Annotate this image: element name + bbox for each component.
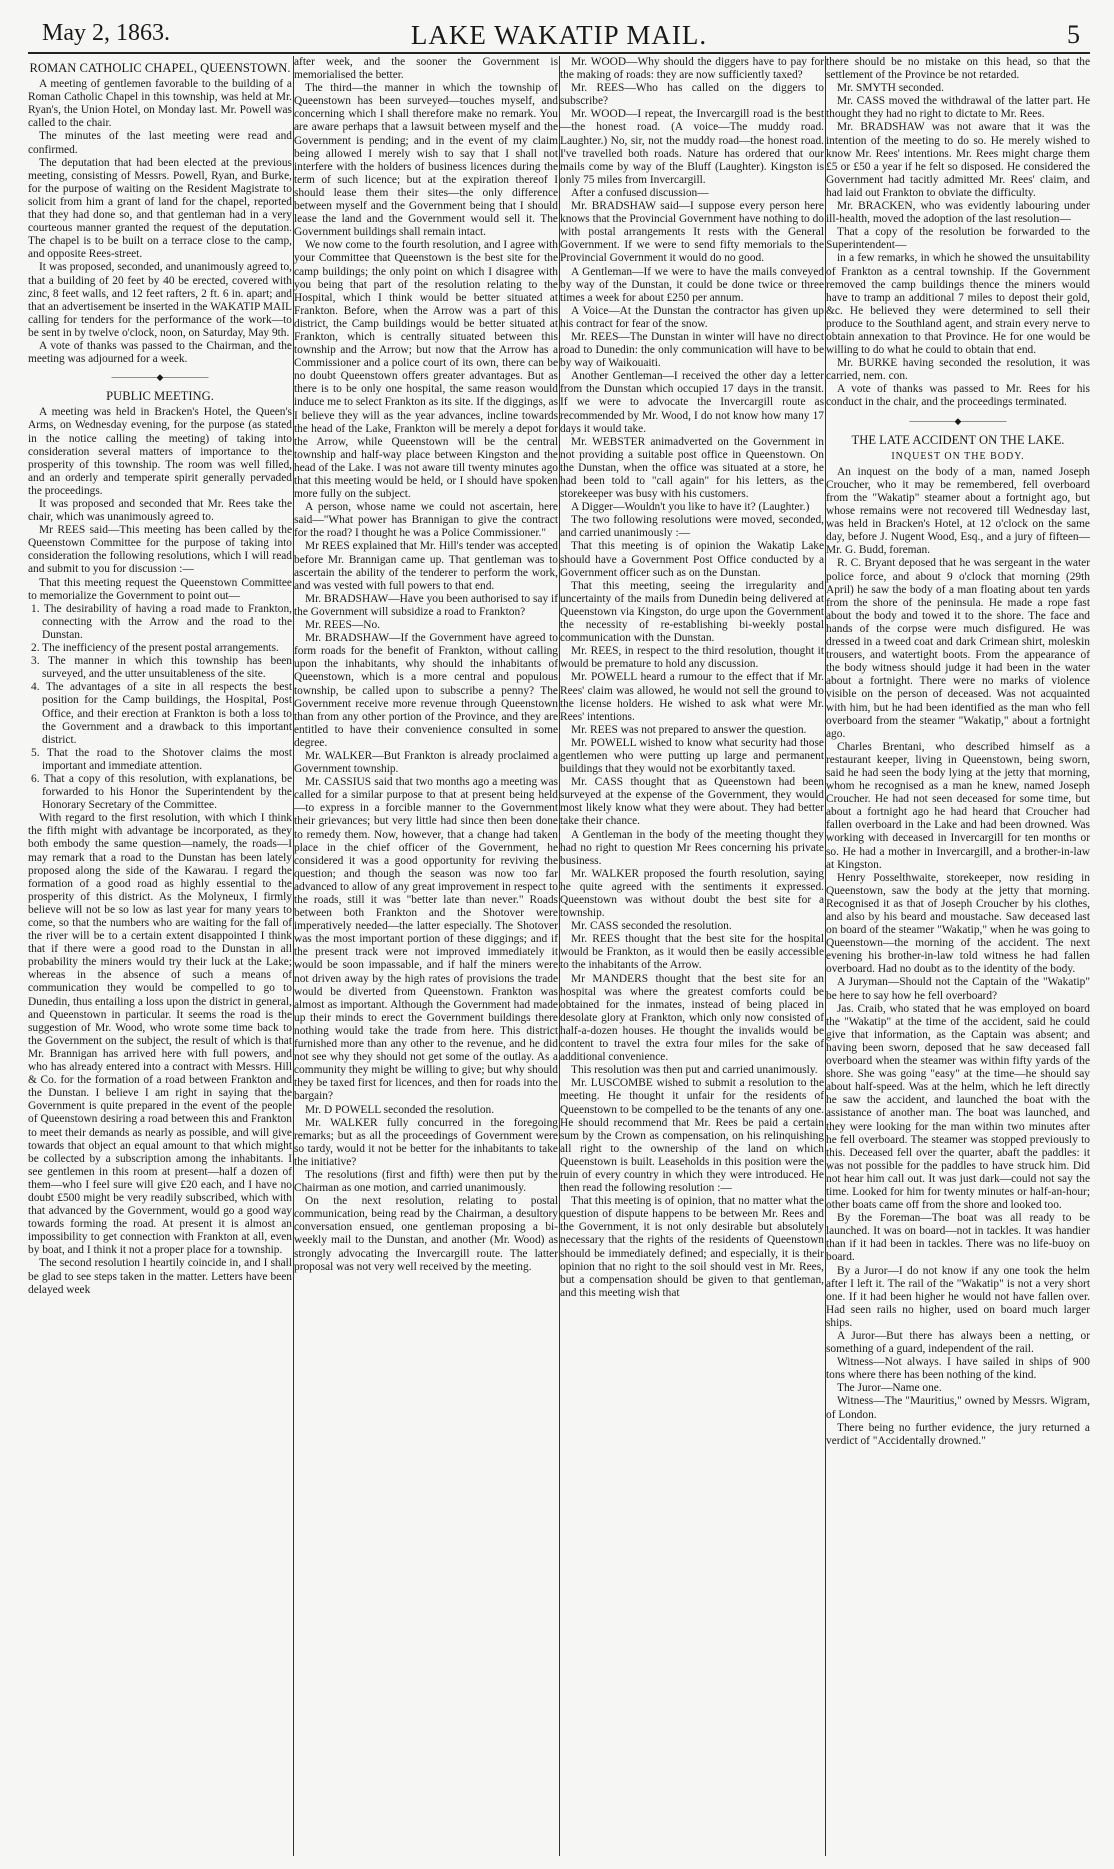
article-headline: PUBLIC MEETING.: [106, 389, 214, 404]
paragraph: The second resolution I heartily coincide in, and I shall be glad to see steps taken in the matter. Letters have been delayed week: [28, 1257, 292, 1296]
paragraph: We now come to the fourth resolution, and I agree with your Committee that Queenstown is the best site for the camp buildings; the only point on which I disagree with you being that part of the resolution relating to the Hospital, which I think would be better situated at Frankton. Before, when the Arrow was a part of this district, the Camp buildings would be better situated at Frankton, which is centrally situated between this township and the Arrow; but now that the Arrow has a Commissioner and a police court of its own, there can be no doubt Queenstown offers greater advantages. But as there is to be only one hospital, the same reason would induce me to select Frankton as its site. If the diggings, as I believe they will as the year advances, incline towards the head of the Lake, Frankton will be merely a depot for the Arrow, while Queenstown will be the central township and half-way place between Kingston and the head of the Lake. I was not aware till twenty minutes ago that this meeting would be held, or I should have spoken more fully on the subject.: [294, 239, 558, 501]
paragraph: This resolution was then put and carried unanimously.: [571, 1064, 818, 1077]
resolution-item: 6. That a copy of this resolution, with explanations, be forwarded to his Honor the Superintendent by the Honorary Secretary of the Committee.: [31, 772, 292, 812]
resolution-item: 2. The inefficiency of the present postal arrangements.: [31, 642, 279, 655]
issue-date: May 2, 1863.: [42, 20, 170, 46]
paragraph: A Gentleman in the body of the meeting thought they had no right to question Mr Rees concerning his private business.: [560, 828, 824, 867]
paragraph: Mr. CASS thought that as Queenstown had been surveyed at the expense of the Government, they would most likely know what they were about. They had better take their chance.: [560, 776, 824, 828]
paragraph: The deputation that had been elected at the previous meeting, consisting of Messrs. Powell, Ryan, and Burke, for the purpose of waiting on the Resident Magistrate to solicit from him a grant of land for the chapel, reported that they had done so, and that gentleman had in a very courteous manner granted the request of the deputation. The chapel is to be built on a terrace close to the camp, and opposite Rees-street.: [28, 156, 292, 261]
paragraph: By the Foreman—The boat was all ready to be launched. It was on board—not in tackles. It was handier than if it had been in tackles. There was no life-buoy on board.: [826, 1212, 1090, 1264]
paragraph: Mr. BRACKEN, who was evidently labouring under ill-health, moved the adoption of the last resolution—: [826, 200, 1090, 226]
resolution-item: 4. The advantages of a site in all respects the best position for the Camp buildings, the Hospital, Post Office, and their erection at Frankton is both a loss to the Government and a drawback to this important district.: [31, 681, 292, 746]
paragraph: Witness—Not always. I have sailed in ships of 900 tons where there has been nothing of the kind.: [826, 1356, 1090, 1382]
paragraph: A person, whose name we could not ascertain, here said—"What power has Brannigan to give the contract for the road? I thought he was a Police Commissioner.": [294, 501, 558, 540]
paragraph: By a Juror—I do not know if any one took the helm after I left it. The rail of the "Wakatip" is not a very short one. If it had been higher he would not have fallen over. Had seen rails no higher, used on board much larger ships.: [826, 1264, 1090, 1329]
paragraph: Mr. WALKER fully concurred in the foregoing remarks; but as all the proceedings of Government were so tardy, would it not be better for the inhabitants to take the initiative?: [294, 1116, 558, 1168]
paragraph: That a copy of the resolution be forwarded to the Superintendent—: [826, 226, 1090, 252]
paragraph: On the next resolution, relating to postal communication, being read by the Chairman, a desultory conversation ensued, one gentleman proposing a bi-weekly mail to the Dunstan, and another (Mr. Wood) as strongly advocating the Invercargill route. The latter proposal was not very well received by the meeting.: [294, 1195, 558, 1273]
paragraph: The two following resolutions were moved, seconded, and carried unanimously :—: [560, 514, 824, 540]
paragraph: Jas. Craib, who stated that he was employed on board the "Wakatip" at the time of the accident, said he could give that information, as the Captain was absent; and having been sworn, deposed that he saw deceased fall overboard when the steamer was within fifty yards of the shore. She was going "easy" at the time—he should say about half-speed. Was at the helm, which he left directly he saw the accident, and launched the boat with the assistance of another man. The boat was launched, and they were looking for the man within two minutes after he fell overboard. The steamer was stopped previously to this. Deceased fell over the quarter, abaft the paddles: it was not possible for the paddles to have struck him. Did not hear him call out. It was just dark—could not say the time. Looked for him for twenty minutes or half-an-hour; other boats came off from the shore and looked too.: [826, 1002, 1090, 1212]
paragraph: Mr. REES—Who has called on the diggers to subscribe?: [560, 82, 824, 108]
paragraph: A meeting of gentlemen favorable to the building of a Roman Catholic Chapel in this township, was held at Mr. Ryan's, the Union Hotel, on Monday last. Mr. Powell was called to the chair.: [28, 78, 292, 130]
resolution-item: 1. The desirability of having a road made to Frankton, connecting with the Arrow and the road to the Dunstan.: [31, 602, 292, 641]
paragraph: It was proposed and seconded that Mr. Rees take the chair, which was unanimously agreed to.: [28, 498, 292, 524]
paragraph: That this meeting is of opinion, that no matter what the question of dispute happens to be between Mr. Rees and the Government, it is not only desirable but absolutely necessary that the rights of the residents of Queenstown should be immediately defined; and especially, it is their opinion that no right to the soil should vest in Mr. Rees, but a compensation should be given to that gentleman, and this meeting wish that: [560, 1195, 824, 1299]
paragraph: The Juror—Name one.: [837, 1382, 942, 1395]
section-separator: —————◆—————: [111, 372, 209, 383]
paragraph: A Gentleman—If we were to have the mails conveyed by way of the Dunstan, it could be done twice or three times a week for about £250 per annum.: [560, 265, 824, 304]
paragraph: A Digger—Wouldn't you like to have it? (Laughter.): [571, 501, 810, 514]
resolution-item: 5. That the road to the Shotover claims the most important and immediate attention.: [31, 746, 292, 772]
paragraph: Mr. BRADSHAW said—I suppose every person here knows that the Provincial Government have nothing to do with postal arrangements It rests with the General Government. If we were to send fifty memorials to the Provincial Government it would do no good.: [560, 200, 824, 265]
paragraph: There being no further evidence, the jury returned a verdict of "Accidentally drowned.": [826, 1421, 1090, 1447]
paragraph: Mr. WALKER—But Frankton is already proclaimed a Government township.: [294, 749, 558, 776]
paragraph: Mr. REES was not prepared to answer the question.: [571, 723, 807, 736]
paragraph: A Voice—At the Dunstan the contractor has given up his contract for fear of the snow.: [560, 304, 824, 330]
paragraph: Mr. WEBSTER animadverted on the Government in not providing a suitable post office in Queenstown. On the Dunstan, when the office was situated at a store, he had been told to "call again" for his letters, as the storekeeper was busy with his customers.: [560, 435, 824, 501]
paragraph: Mr. REES—No.: [305, 619, 380, 632]
paragraph: The minutes of the last meeting were read and confirmed.: [28, 130, 292, 156]
column-2: [294, 56, 558, 1856]
paragraph: Mr. LUSCOMBE wished to submit a resolution to the meeting. He thought it unfair for the residents of Queenstown to be compelled to be the tenants of any one. He should recommend that Mr. Rees be paid a certain sum by the Crown as compensation, on his relinquishing all right to the ownership of the land on which Queenstown is built. Leaseholds in this position were the ruin of every country in which they were introduced. He then read the following resolution :—: [560, 1077, 824, 1195]
paragraph: A vote of thanks was passed to Mr. Rees for his conduct in the chair, and the proceedings terminated.: [826, 383, 1090, 409]
paragraph: Mr. WOOD—I repeat, the Invercargill road is the best—the honest road. (A voice—The muddy road. Laughter.) No, sir, not the muddy road—the honest road. I've travelled both roads. Nature has ordered that our mails come by way of the Bluff (Laughter). Kingston is only 75 miles from Invercargill.: [560, 108, 824, 186]
paragraph: Mr REES said—This meeting has been called by the Queenstown Committee for the purpose of taking into consideration the following resolutions, which I will read and submit to you for discussion :—: [28, 524, 292, 576]
resolution-item: 3. The manner in which this township has been surveyed, and the utter unsuitableness of the site.: [31, 655, 292, 681]
header-rule: [28, 52, 1090, 54]
paragraph: Mr MANDERS thought that the best site for an hospital was where the greatest comforts could be obtained for the inmates, instead of being placed in desolate glory at Frankton, which only now consisted of half-a-dozen houses. He thought the invalids would be content to travel the extra four miles for the sake of additional convenience.: [560, 972, 824, 1064]
paragraph: Mr. REES, in respect to the third resolution, thought it would be premature to hold any discussion.: [560, 645, 824, 671]
section-separator: —————◆—————: [909, 415, 1007, 426]
page-number: 5: [1067, 20, 1080, 49]
paragraph: That this meeting request the Queenstown Committee to memorialize the Government to point out—: [28, 576, 292, 602]
paragraph: Mr. REES thought that the best site for the hospital would be Frankton, as it would then be easily accessible to the inhabitants of the Arrow.: [560, 933, 824, 972]
paragraph: R. C. Bryant deposed that he was sergeant in the water police force, and about 9 o'clock that morning (29th April) he saw the body of a man floating about ten yards from the shore of the peninsula. He made a rope fast about the body and towed it to the shore. The face and hands of the corpse were much disfigured. He was dressed in a tweed coat and dark Crimean shirt, moleskin trousers, and watertight boots. From the appearance of the body witness should judge it had been in the water about a fortnight. There were no marks of violence visible on the person of deceased. Was not acquainted with him, but he had been identified as the man who fell overboard from the steamer "Wakatip," about a fortnight ago.: [826, 557, 1090, 740]
paragraph: Mr. D POWELL seconded the resolution.: [305, 1103, 495, 1116]
paragraph: A Juror—But there has always been a netting, or something of a guard, independent of the rail.: [826, 1330, 1090, 1356]
paragraph: Mr. REES—The Dunstan in winter will have no direct road to Dunedin: the only communication will have to be by way of Waikouaiti.: [560, 330, 824, 370]
paragraph: Mr. BRADSHAW was not aware that it was the intention of the meeting to do so. He merely wished to know Mr. Rees' intentions. Mr. Rees might charge them £5 or £50 a year if he felt so disposed. He considered the Government had tacitly admitted Mr. Rees' claim, and had laid out Frankton to obviate the difficulty.: [826, 121, 1090, 199]
paragraph: Another Gentleman—I received the other day a letter from the Dunstan which occupied 17 days in the transit. If we were to advocate the Invercargill route as recommended by Mr. Wood, I do not know how many 17 days it would take.: [560, 370, 824, 435]
column-1: [28, 56, 292, 1856]
paragraph: Mr. WOOD—Why should the diggers have to pay for the making of roads: they are now sufficiently taxed?: [560, 56, 824, 82]
paragraph: A vote of thanks was passed to the Chairman, and the meeting was adjourned for a week.: [28, 339, 292, 366]
paragraph: With regard to the first resolution, with which I think the fifth might with advantage be incorporated, as they both embody the same question—namely, the roads—I may remark that a road to the Dunstan has been lately proposed along the side of the Kawarau. I regard the formation of a good road as highly essential to the prosperity of this district. As the Molyneux, I firmly believe will not be so low as last year for many years to come, so that the numbers who are waiting for the fall of the river will be to a certain extent disappointed I think that if there were a good road to the Dunstan in all probability the miners would try their luck at the Lake; whereas in the absence of such a means of communication they would be compelled to go to Dunedin, thus entailing a loss upon the district in general, and Queenstown in particular. It seems the road is the suggestion of Mr. Wood, who wrote some time back to the Government on the subject, the result of which is that Mr. Brannigan has arrived here with full powers, and who has already entered into a contract with Messrs. Hill & Co. for the formation of a road between Frankton and the Dunstan. I believe I am right in saying that the Government is quite prepared in the event of the people of Queenstown desiring a road between this and Frankton to meet their demands as nearly as possible, and will give towards that object an equal amount to that which might be collected by a subscription among the inhabitants. I see gentlemen in this room at present—half a dozen of them—who I feel sure will give £20 each, and I have no doubt £500 might be very readily subscribed, which with that advanced by the Government, would go a good way towards forming the road. At present it is almost an impossibility to get connection with Frankton at all, even by boat, and I think it not a proper place for a township.: [28, 812, 292, 1257]
paragraph: Mr. CASS moved the withdrawal of the latter part. He thought they had no right to dictate to Mr. Rees.: [826, 95, 1090, 121]
paragraph: Mr. BRADSHAW—If the Government have agreed to form roads for the benefit of Frankton, without calling upon the inhabitants, why should the inhabitants of Queenstown, which is a more central and populous township, be called upon to subscribe a penny? The Government receive more revenue through Queenstown than from any other portion of the Province, and they are entitled to have their convenience consulted in some degree.: [294, 632, 558, 749]
paragraph: in a few remarks, in which he showed the unsuitability of Frankton as a central township. If the Government removed the camp buildings thence the miners would have to tramp an additional 7 miles to depost their gold, &c. He believed they were determined to sell their produce to the Southland agent, and strain every nerve to obtain annexation to that Province. He for one would be willing to do what he could to obtain that end.: [826, 252, 1090, 357]
masthead-title: LAKE WAKATIP MAIL.: [410, 20, 708, 50]
page-header: [28, 20, 1090, 54]
paragraph: Mr. SMYTH seconded.: [837, 82, 944, 95]
paragraph: Mr. BURKE having seconded the resolution, it was carried, nem. con.: [826, 357, 1090, 383]
column-4: [826, 56, 1090, 1856]
paragraph: there should be no mistake on this head, so that the settlement of the Province be not retarded.: [826, 56, 1090, 82]
paragraph: The resolutions (first and fifth) were then put by the Chairman as one motion, and carried unanimously.: [294, 1168, 558, 1195]
article-subheading: INQUEST ON THE BODY.: [891, 450, 1025, 462]
column-3: [560, 56, 824, 1856]
paragraph: Witness—The "Mauritius," owned by Messrs. Wigram, of London.: [826, 1395, 1090, 1421]
paragraph: After a confused discussion—: [571, 186, 709, 199]
paragraph: Charles Brentani, who described himself as a restaurant keeper, living in Queenstown, being sworn, said he had seen the body lying at the jetty that morning, whom he recognised as a man he knew, named Joseph Croucher. He had not seen deceased for some time, but about a fortnight ago he had heard that Croucher had fallen overboard in the Lake and had been drowned. Was working with deceased in Invercargill for ten months or so. He had a mother in Invercargill, and a brother-in-law at Kingston.: [826, 740, 1090, 871]
paragraph: It was proposed, seconded, and unanimously agreed to, that a building of 20 feet by 40 be erected, covered with zinc, 8 feet walls, and 12 feet rafters, 2 ft. 6 in. apart; and that an advertisement be inserted in the WAKATIP MAIL calling for tenders for the performance of the work—to be sent in by twelve o'clock, noon, on Saturday, May 9th.: [28, 261, 292, 339]
paragraph: A Juryman—Should not the Captain of the "Wakatip" be here to say how he fell overboard?: [826, 976, 1090, 1002]
paragraph: Mr. CASS seconded the resolution.: [571, 920, 732, 933]
paragraph: Henry Posselthwaite, storekeeper, now residing in Queenstown, saw the body at the jetty that morning. Recognised it as that of Joseph Croucher by his clothes, and also by his beard and moustache. Saw deceased last on board of the steamer "Wakatip," when he was going to Queenstown—the morning of the accident. The next evening his brother-in-law told witness he had fallen overboard. Had no doubt as to the identity of the body.: [826, 871, 1090, 976]
paragraph: That this meeting is of opinion the Wakatip Lake should have a Government Post Office conducted by a Government officer such as on the Dunstan.: [560, 540, 824, 579]
paragraph: Mr. POWELL heard a rumour to the effect that if Mr. Rees' claim was allowed, he would not sell the ground to the license holders. He wished to ask what were Mr. Rees' intentions.: [560, 671, 824, 723]
paragraph: Mr. BRADSHAW—Have you been authorised to say if the Government will subsidize a road to Frankton?: [294, 592, 558, 618]
paragraph: That this meeting, seeing the irregularity and uncertainty of the mails from Dunedin being delivered at Queenstown via Kingston, do urge upon the Government the necessity of re-establishing bi-weekly postal communication with the Dunstan.: [560, 579, 824, 645]
article-headline: THE LATE ACCIDENT ON THE LAKE.: [851, 432, 1065, 447]
article-headline: ROMAN CATHOLIC CHAPEL, QUEENSTOWN.: [29, 61, 291, 75]
paragraph: after week, and the sooner the Government is memorialised the better.: [294, 56, 558, 82]
paragraph: Mr REES explained that Mr. Hill's tender was accepted before Mr. Brannigan came up. That gentleman was to ascertain the ability of the tenderer to perform the work, and was vested with full powers to that end.: [294, 540, 558, 592]
paragraph: Mr. CASSIUS said that two months ago a meeting was called for a similar purpose to that at present being held—to express in a forcible manner to the Government their grievances; but very little had since then been done to remedy them. Now, however, that a change had taken place in the chief officer of the Government, he considered it was a good opportunity for reviving the question; and though the season was now too far advanced to allow of any great improvement in respect to the roads, still it was "better late than never." Roads between both Frankton and the Shotover were imperatively needed—the latter especially. The Shotover was the most important portion of these diggings; and if the present track were not improved immediately it would be soon impassable, and if half the miners were not driven away by the high rates of provisions the trade would be diverted from Queenstown. Frankton was almost as important. Although the Government had made up their minds to erect the Government buildings there nothing would take the trade from here. This district furnished more than any other to the revenue, and he did not see why they should not get some of the outlay. As a community they might be willing to give; but why should they be taxed first for licences, and then for roads into the bargain?: [294, 776, 558, 1103]
paragraph: The third—the manner in which the township of Queenstown has been surveyed—touches myself, and concerning which I shall therefore make no remark. You are aware perhaps that a lawsuit between myself and the Government is pending; and in the event of my claim being allowed I merely wish to say that I shall not interfere with the holders of business licences during the term of such licence; but at the expiration thereof I should lease them their sites—the only difference between myself and the Government being that I should lease the land and the Government would sell it. The Government buildings shall remain intact.: [294, 82, 558, 239]
paragraph: Mr. POWELL wished to know what security had those gentlemen who were putting up large and permanent buildings that they would not be exorbitantly taxed.: [560, 736, 824, 776]
paragraph: A meeting was held in Bracken's Hotel, the Queen's Arms, on Wednesday evening, for the purpose (as stated in the notice calling the meeting) of taking into consideration several matters of importance to the prosperity of this township. The room was well filled, and an orderly and temperate spirit generally pervaded the proceedings.: [28, 406, 292, 497]
paragraph: An inquest on the body of a man, named Joseph Croucher, who it may be remembered, fell overboard from the "Wakatip" steamer about a fortnight ago, but whose remains were not recovered till Wednesday last, was held in Bracken's Hotel, at 12 o'clock on the same day, before J. Nugent Wood, Esq., and a jury of fifteen—Mr. G. Budd, foreman.: [826, 465, 1090, 557]
paragraph: Mr. WALKER proposed the fourth resolution, saying he quite agreed with the sentiments it expressed. Queenstown was without doubt the best site for a township.: [560, 867, 824, 920]
columns: [28, 56, 1090, 1856]
